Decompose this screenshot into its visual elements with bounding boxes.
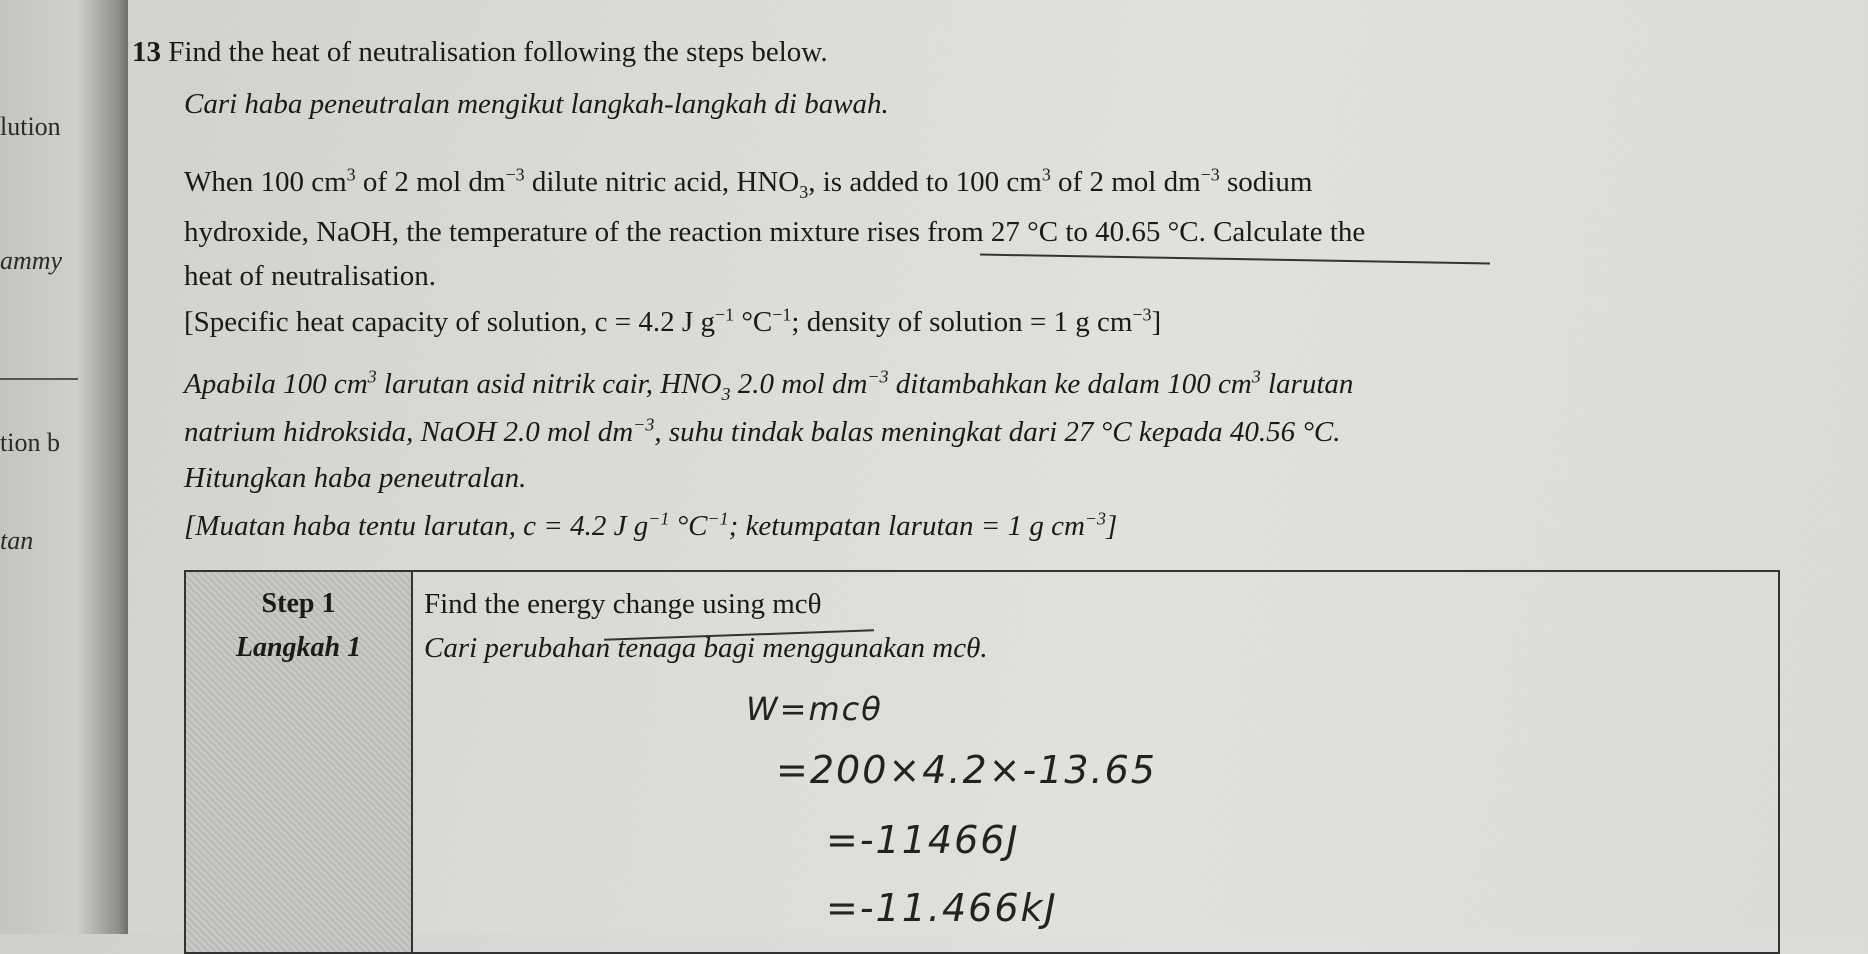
step-label-en: Step 1 bbox=[261, 588, 336, 619]
en-line-2: hydroxide, NaOH, the temperature of the reaction mixture rises from 27 °C to 40.65 °C. Calculate the bbox=[184, 216, 1366, 248]
my-line-3: Hitungkan haba peneutralan. bbox=[184, 462, 527, 494]
gutter-rule bbox=[0, 378, 78, 380]
handwritten-formula: W=mcθ bbox=[746, 690, 883, 728]
gutter-fragment: tan bbox=[0, 526, 34, 555]
pen-underline bbox=[980, 254, 1490, 265]
my-line-2: natrium hidroksida, NaOH 2.0 mol $dm^{-3}$, suhu tindak balas meningkat dari 27 °C kepada 40.56 °C. bbox=[184, 414, 1341, 448]
gutter-fragment: tion b bbox=[0, 428, 60, 457]
title-my: Cari haba peneutralan mengikut langkah-langkah di bawah. bbox=[184, 88, 889, 120]
title-en: Find the heat of neutralisation following the steps below. bbox=[168, 36, 828, 68]
step-instruction-en: Find the energy change using mcθ bbox=[424, 588, 822, 620]
en-line-4: [Specific heat capacity of solution, c = 4.2 J $g^{-1}$ $^\circ C^{-1}$; density of solution = 1 g $cm^{-3}$] bbox=[184, 304, 1162, 338]
step-table bbox=[184, 570, 1780, 954]
step-label-my: Langkah 1 bbox=[235, 632, 362, 663]
handwritten-answer-j: =-11466J bbox=[826, 818, 1020, 862]
step-instruction-my: Cari perubahan tenaga bagi menggunakan mcθ. bbox=[424, 632, 988, 664]
gutter-fragment: ammy bbox=[0, 246, 63, 275]
en-line-3: heat of neutralisation. bbox=[184, 260, 437, 292]
handwritten-answer-kj: =-11.466kJ bbox=[826, 886, 1058, 930]
question-number: 13 bbox=[132, 36, 161, 68]
my-line-4: [Muatan haba tentu larutan, c = 4.2 J $g^{-1}$ $^\circ C^{-1}$; ketumpatan larutan = 1 g $cm^{-3}$] bbox=[184, 508, 1118, 542]
gutter-fragment: lution bbox=[0, 112, 61, 141]
handwritten-working: =200×4.2×-13.65 bbox=[776, 748, 1157, 792]
question-title bbox=[132, 36, 828, 69]
step-label-cell bbox=[186, 572, 413, 952]
en-line-1: When 100 $cm^3$ of 2 mol $dm^{-3}$ dilute nitric acid, $HNO_3$, is added to 100 $cm^3$ of 2 mol $dm^{-3}$ sodium bbox=[184, 164, 1313, 202]
my-line-1: Apabila 100 $cm^3$ larutan asid nitrik cair, $HNO_3$ 2.0 mol $dm^{-3}$ ditambahkan ke dalam 100 $cm^3$ larutan bbox=[184, 366, 1354, 404]
